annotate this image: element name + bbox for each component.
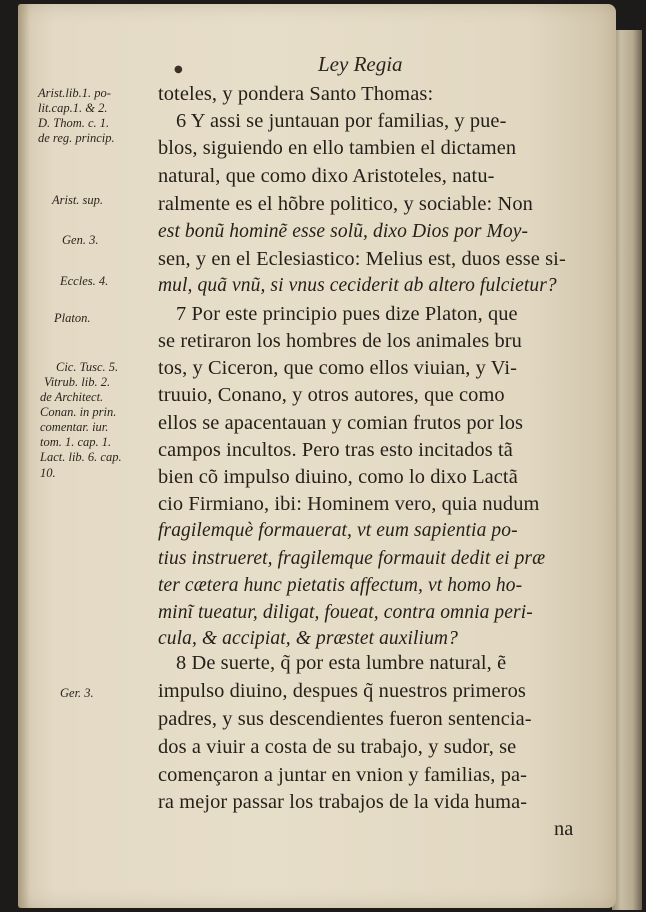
margin-note: Gen. 3. [62,233,99,247]
text-line: bien cõ impulso diuino, como lo dixo Lactã [158,466,518,488]
text-line: est bonũ hominẽ esse solũ, dixo Dios por Moy- [158,221,529,242]
text-line: 7 Por este principio pues dize Platon, que [176,303,518,325]
text-line: truuio, Conano, y otros autores, que como [158,384,505,406]
margin-note: Conan. in prin. [40,405,117,419]
margin-note: tom. 1. cap. 1. [40,435,112,449]
text-line: ralmente es el hõbre politico, y sociable: Non [158,193,533,215]
text-line: fragilemquè formauerat, vt eum sapientia po- [158,520,518,541]
margin-note: Ger. 3. [60,686,94,700]
text-line: impulso diuino, despues q̃ nuestros primeros [158,680,526,702]
margin-note: Eccles. 4. [60,274,109,288]
text-line: ra mejor passar los trabajos de la vida huma- [158,791,528,813]
text-line: blos, siguiendo en ello tambien el dictamen [158,137,517,159]
text-line: natural, que como dixo Aristoteles, natu- [158,165,495,187]
margin-note: de reg. princip. [38,131,115,145]
text-line: començaron a juntar en vnion y familias, pa- [158,764,528,786]
text-line: 8 De suerte, q̃ por esta lumbre natural, ẽ [176,652,507,674]
text-line: toteles, y pondera Santo Thomas: [158,83,434,105]
margin-note: Arist. sup. [52,193,104,207]
text-line: ellos se apacentauan y comian frutos por los [158,412,524,434]
ornament-dot: ● [174,64,183,75]
text-line: 6 Y assi se juntauan por familias, y pue- [176,110,507,132]
text-line: ter cætera hunc pietatis affectum, vt homo ho- [158,575,523,596]
margin-note: Arist.lib.1. po- [38,86,111,100]
text-line: se retiraron los hombres de los animales bru [158,330,522,352]
text-line: cio Firmiano, ibi: Hominem vero, quia nudum [158,493,540,515]
text-line: tius instrueret, fragilemque formauit dedit ei præ [158,548,546,569]
book-spine [612,30,642,910]
text-line: minĩ tueatur, diligat, foueat, contra omnia peri- [158,602,533,623]
running-head: Ley Regia [318,52,403,76]
margin-note: Platon. [54,311,91,325]
page-edge-stain [18,4,30,908]
margin-note: Cic. Tusc. 5. [56,360,119,374]
margin-note: de Architect. [40,390,104,404]
text-line: mul, quã vnũ, si vnus ceciderit ab altero fulcietur? [158,275,557,296]
text-line: campos incultos. Pero tras esto incitados tã [158,439,513,461]
margin-note: comentar. iur. [40,420,109,434]
text-line: dos a viuir a costa de su trabajo, y sudor, se [158,736,517,758]
text-line: padres, y sus descendientes fueron sentencia- [158,708,532,730]
text-line: tos, y Ciceron, que como ellos viuian, y Vi- [158,357,518,379]
margin-note: D. Thom. c. 1. [38,116,110,130]
margin-note: lit.cap.1. & 2. [38,101,108,115]
text-line: sen, y en el Eclesiastico: Melius est, duos esse si- [158,248,566,270]
margin-note: 10. [40,466,56,480]
margin-note: Lact. lib. 6. cap. [40,450,122,464]
margin-note: Vitrub. lib. 2. [44,375,111,389]
catchword: na [554,818,574,840]
text-line: cula, & accipiat, & præstet auxilium? [158,628,458,649]
